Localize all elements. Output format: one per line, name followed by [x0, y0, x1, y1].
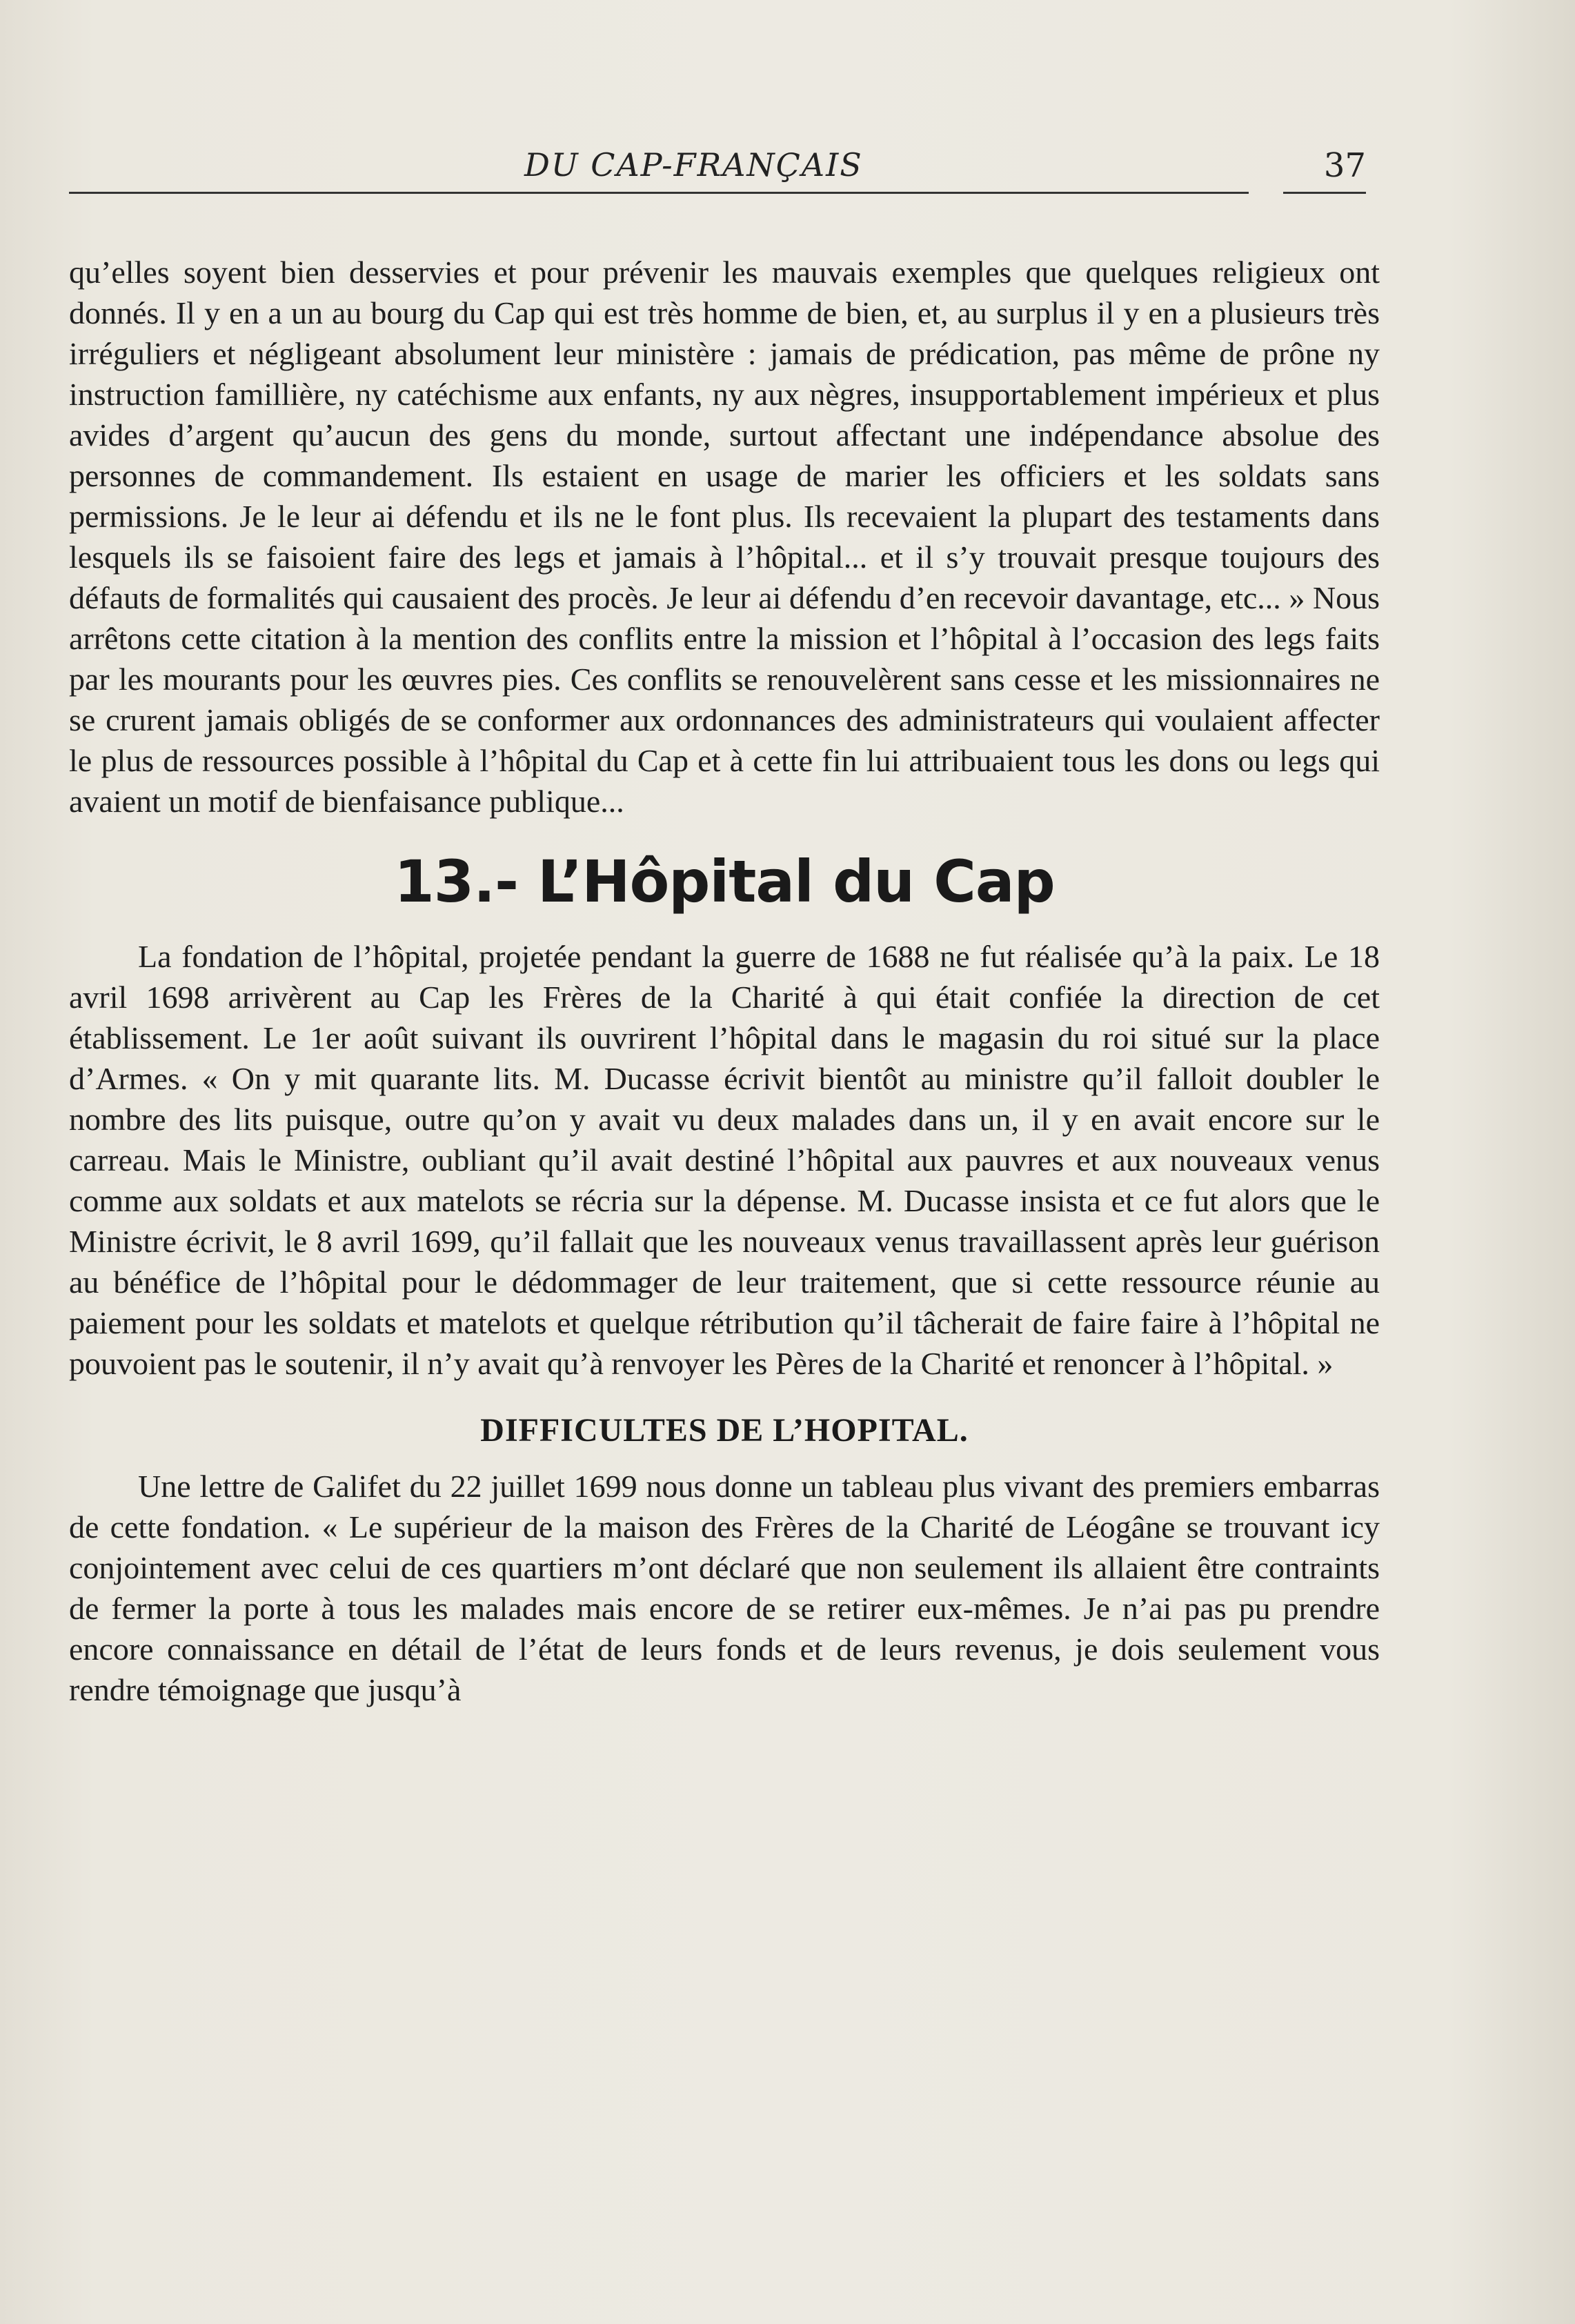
paragraph-continuation: qu’elles soyent bien desservies et pour prévenir les mauvais exemples que quelques religieux ont donnés. Il y en a un au bourg du Cap qui est très homme de bien, et, au surplus il y en a plusieurs très irréguliers et négligeant absolument leur ministère : jamais de prédication, pas même de prône ny instruction famillière, ny catéchisme aux enfants, ny aux nègres, insupportablement impérieux et plus avides d’argent qu’aucun des gens du monde, surtout affectant une indépendance absolue des personnes de commandement. Ils estaient en usage de marier les officiers et les soldats sans permissions. Je le leur ai défendu et ils ne le font plus. Ils recevaient la plupart des testaments dans lesquels ils se faisoient faire des legs et jamais à l’hôpital... et il s’y trouvait presque toujours des défauts de formalités qui causaient des procès. Je leur ai défendu d’en recevoir davantage, etc... » Nous arrêtons cette citation à la mention des conflits entre la mission et l’hôpital à l’occasion des legs faits par les mourants pour les œuvres pies. Ces conflits se renouvelèrent sans cesse et les missionnaires ne se crurent jamais obligés de se conformer aux ordonnances des administrateurs qui voulaient affecter le plus de ressources possible à l’hôpital du Cap et à cette fin lui attribuaient tous les dons ou legs qui avaient un motif de bienfaisance publique...: [69, 255, 1380, 819]
paragraph-galifet-letter: Une lettre de Galifet du 22 juillet 1699 nous donne un tableau plus vivant des premiers embarras de cette fondation. « Le supérieur de la maison des Frères de la Charité de Léogâne se trouvant icy conjointement avec celui de ces quartiers m’ont déclaré que non seulement ils allaient être contraints de fermer la porte à tous les malades mais encore de se retirer eux-mêmes. Je n’ai pas pu prendre encore connaissance en détail de l’état de leurs fonds et de leurs revenus, je dois seulement vous rendre témoignage que jusqu’à: [69, 1469, 1380, 1707]
section-title: 13.- L’Hôpital du Cap: [394, 848, 1055, 915]
page-number: 37: [1323, 146, 1366, 185]
subheading: DIFFICULTES DE L’HOPITAL.: [480, 1412, 969, 1449]
header-rule: [69, 192, 1249, 194]
running-title: DU CAP-FRANÇAIS: [524, 146, 863, 183]
paragraph-hospital-foundation: La fondation de l’hôpital, projetée pendant la guerre de 1688 ne fut réalisée qu’à la paix. Le 18 avril 1698 arrivèrent au Cap les Frères de la Charité à qui était confiée la direction de cet établissement. Le 1er août suivant ils ouvrirent l’hôpital dans le magasin du roi situé sur la place d’Armes. « On y mit quarante lits. M. Ducasse écrivit bientôt au ministre qu’il falloit doubler le nombre des lits puisque, outre qu’on y avait vu deux malades dans un, il y en avait encore sur le carreau. Mais le Ministre, oubliant qu’il avait destiné l’hôpital aux pauvres et aux nouveaux venus comme aux soldats et aux matelots se récria sur la dépense. M. Ducasse insista et ce fut alors que le Ministre écrivit, le 8 avril 1699, qu’il fallait que les nouveaux venus travaillassent après leur guérison au bénéfice de l’hôpital pour le dédommager de leur traitement, que si cette ressource réunie au paiement pour les soldats et matelots et quelque rétribution qu’il tâcherait de faire faire à l’hôpital ne pouvoient pas le soutenir, il n’y avait qu’à renvoyer les Pères de la Charité et renoncer à l’hôpital. »: [69, 939, 1380, 1381]
page-body: [69, 252, 1380, 1710]
header-rule-short: [1283, 192, 1366, 194]
page-header: [69, 138, 1366, 193]
